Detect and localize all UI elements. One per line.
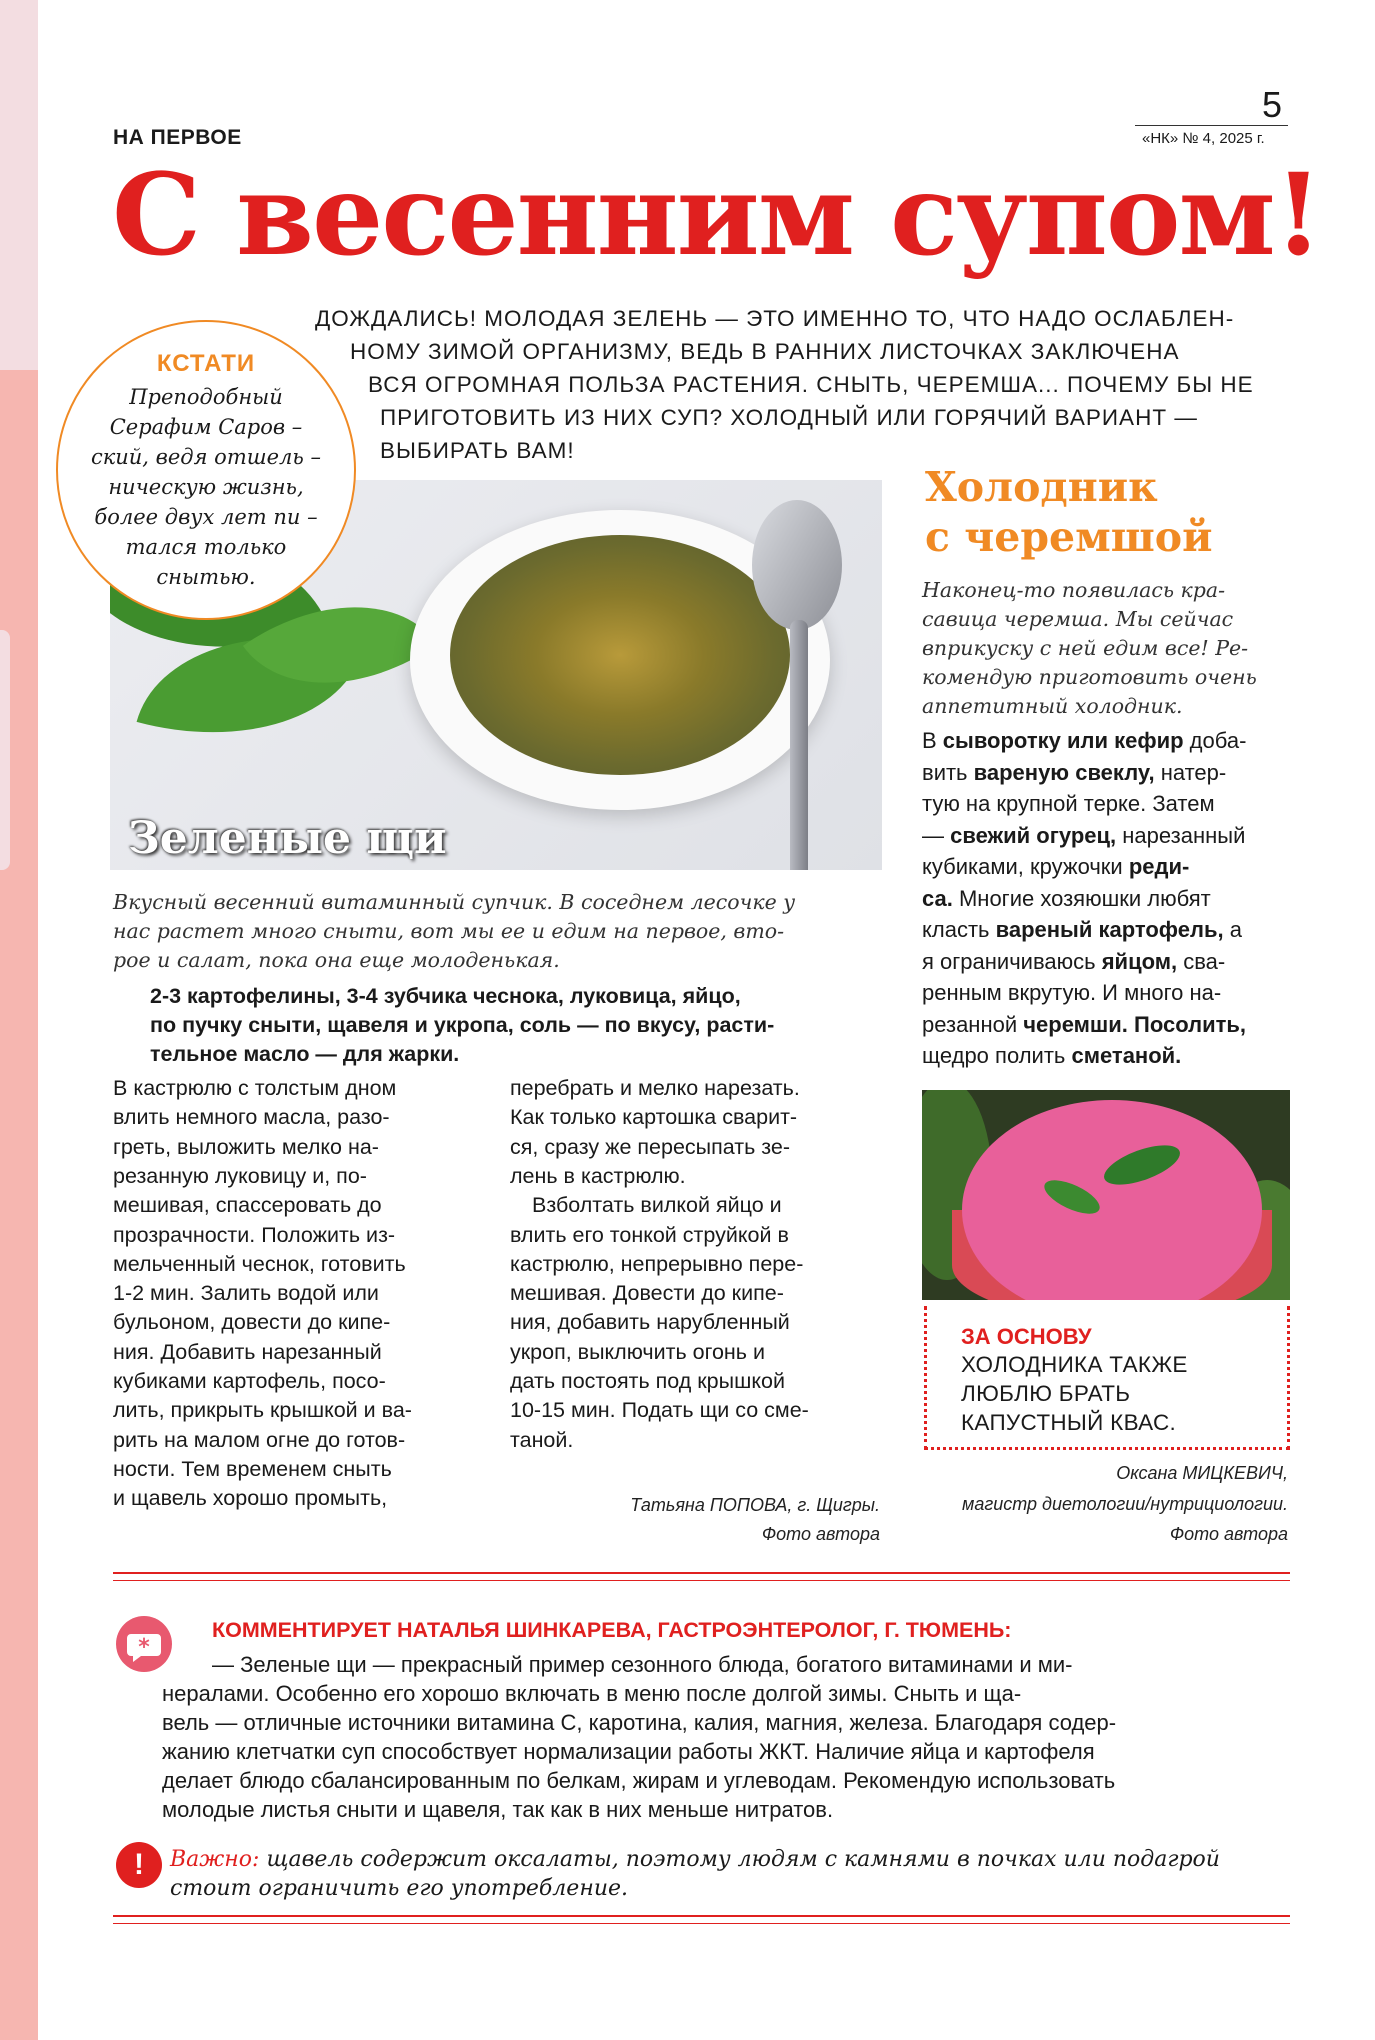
recipe1-intro: нас растет много сныти, вот мы ее и едим на первое, вто- [113, 919, 785, 943]
box-line: ХОЛОДНИКА ТАКЖЕ [961, 1352, 1188, 1377]
text-segment: натер- [1154, 759, 1227, 785]
kholodnik-photo [922, 1090, 1290, 1300]
bold-text: са. [922, 885, 953, 911]
kstati-line: ническую жизнь, [108, 475, 304, 499]
text-line: кастрюлю, непрерывно пере- [510, 1251, 804, 1276]
text-segment: ренным вкрутую. И много на- [922, 980, 1222, 1005]
text-line: нералами. Особенно его хорошо включать в меню после долгой зимы. Сныть и ща- [162, 1681, 1022, 1706]
text-segment: а [1223, 917, 1242, 942]
text-line: молодые листья сныти и щавеля, так как в них меньше нитратов. [162, 1797, 834, 1822]
warning-text: щавель содержит оксалаты, поэтому людям с камнями в почках или подагрой [259, 1847, 1220, 1872]
bold-text: вареный картофель, [995, 917, 1224, 942]
recipe1-intro: Вкусный весенний витаминный супчик. В соседнем лесочке у [113, 890, 796, 914]
text-line: ности. Тем временем сныть [113, 1456, 392, 1481]
spoon [752, 500, 842, 630]
text-line: ния. Добавить нарезанный [113, 1339, 382, 1364]
recipe1-author: Татьяна ПОПОВА, г. Щигры. [630, 1495, 880, 1515]
text-line: прозрачности. Положить из- [113, 1222, 396, 1247]
text-line [922, 884, 1211, 913]
text-segment: кубиками, кружочки [922, 854, 1129, 879]
kstati-line: более двух лет пи – [94, 505, 318, 529]
text-line: лить, прикрыть крышкой и ва- [113, 1398, 412, 1423]
text-line: перебрать и мелко нарезать. [510, 1076, 800, 1100]
text-line: мешивая, спассеровать до [113, 1193, 382, 1218]
text-line: аппетитный холодник. [922, 694, 1183, 718]
text-line [922, 1041, 1181, 1070]
recipe1-intro: рое и салат, пока она еще молоденькая. [113, 948, 560, 972]
box-line: КАПУСТНЫЙ КВАС. [961, 1410, 1177, 1435]
text-line: таной. [510, 1427, 574, 1452]
text-segment: вить [922, 759, 974, 785]
bold-text: яйцом, [1101, 948, 1178, 974]
text-line: Взболтать вилкой яйцо и [532, 1193, 782, 1218]
text-line: вприкуску с ней едим все! Ре- [922, 636, 1249, 660]
text-line: мешивая. Довести до кипе- [510, 1281, 784, 1306]
text-line: савица черемша. Мы сейчас [922, 607, 1234, 631]
lead-line: ВЫБИРАТЬ ВАМ! [380, 438, 575, 463]
text-line: дать постоять под крышкой [510, 1369, 785, 1393]
text-line: Наконец-то появилась кра- [922, 578, 1226, 602]
text-line: и щавель хорошо промыть, [113, 1486, 388, 1511]
lead-line: НОМУ ЗИМОЙ ОРГАНИЗМУ, ВЕДЬ В РАННИХ ЛИСТОЧКАХ ЗАКЛЮЧЕНА [350, 339, 1180, 364]
text-segment: класть [922, 917, 996, 942]
text-line [922, 789, 1215, 818]
text-line: 10-15 мин. Подать щи со сме- [510, 1398, 809, 1423]
za-osnovu-box [924, 1306, 1290, 1450]
text-line [922, 1010, 1246, 1039]
spoon-handle [790, 620, 808, 870]
recipe1-ingredients: 2-3 картофелины, 3-4 зубчика чеснока, луковица, яйцо, [150, 984, 741, 1008]
comment-heading: КОММЕНТИРУЕТ НАТАЛЬЯ ШИНКАРЕВА, ГАСТРОЭНТЕРОЛОГ, Г. ТЮМЕНЬ: [212, 1618, 1012, 1642]
text-line: лень в кастрюлю. [510, 1163, 686, 1188]
svg-text:*: * [138, 1635, 150, 1660]
text-segment: щедро полить [922, 1043, 1072, 1068]
warning-line: стоит ограничить его употребление. [170, 1876, 629, 1901]
photo-caption: Зеленые щи [128, 813, 447, 864]
lead-line: ВСЯ ОГРОМНАЯ ПОЛЬЗА РАСТЕНИЯ. СНЫТЬ, ЧЕРЕМША... ПОЧЕМУ БЫ НЕ [368, 372, 1254, 397]
text-line: делает блюдо сбалансированным по белкам, жирам и углеводам. Рекомендую использовать [162, 1768, 1116, 1793]
text-line: В кастрюлю с толстым дном [113, 1076, 397, 1100]
text-line [922, 726, 1246, 755]
text-line: ся, сразу же пересыпать зе- [510, 1134, 791, 1159]
text-line: греть, выложить мелко на- [113, 1134, 379, 1159]
text-segment: доба- [1183, 728, 1247, 753]
divider [113, 1923, 1290, 1924]
text-line: рить на малом огне до готов- [113, 1427, 406, 1452]
page-number: 5 [1262, 84, 1283, 125]
text-line: — Зеленые щи — прекрасный пример сезонного блюда, богатого витаминами и ми- [212, 1652, 1073, 1677]
asterisk-bubble-icon [116, 1616, 172, 1672]
kstati-line: снытью. [156, 565, 256, 589]
section-label: НА ПЕРВОЕ [113, 126, 242, 149]
text-segment: нарезанный [1116, 822, 1246, 848]
divider [113, 1580, 1290, 1581]
bold-text: сметаной. [1071, 1043, 1182, 1068]
text-line: влить его тонкой струйкой в [510, 1222, 789, 1247]
kstati-line: Преподобный [129, 385, 283, 409]
kstati-title: КСТАТИ [156, 350, 256, 377]
bold-text: свежий огурец, [950, 822, 1117, 848]
bold-text: сыворотку или кефир [942, 728, 1184, 753]
text-line [922, 915, 1242, 944]
text-segment: резанной [922, 1011, 1024, 1037]
text-line: 1-2 мин. Залить водой или [113, 1281, 379, 1306]
box-title: ЗА ОСНОВУ [961, 1324, 1092, 1349]
kstati-callout [56, 320, 356, 620]
issue-label: «НК» № 4, 2025 г. [1142, 130, 1265, 147]
exclamation-icon: ! [116, 1842, 162, 1888]
lead-line: ПРИГОТОВИТЬ ИЗ НИХ СУП? ХОЛОДНЫЙ ИЛИ ГОРЯЧИЙ ВАРИАНТ — [380, 405, 1198, 430]
soup-liquid [450, 535, 790, 775]
text-segment: сва- [1177, 948, 1226, 974]
kstati-line: ский, ведя отшель – [90, 445, 322, 469]
left-strip-top [0, 0, 38, 370]
text-line: ния, добавить нарубленный [510, 1310, 790, 1335]
recipe1-ingredients: тельное масло — для жарки. [150, 1042, 460, 1066]
text-line: бульоном, довести до кипе- [113, 1310, 391, 1335]
text-line: кубиками картофель, посо- [113, 1369, 386, 1393]
text-line: укроп, выключить огонь и [510, 1339, 765, 1364]
text-segment: — [922, 822, 951, 848]
text-segment: я ограничиваюсь [922, 948, 1102, 974]
issue-rule [1135, 125, 1288, 126]
text-segment: тую на крупной терке. Затем [922, 791, 1215, 816]
divider [113, 1915, 1290, 1917]
text-line [922, 947, 1225, 976]
recipe2-photo-credit: Фото автора [1169, 1524, 1288, 1544]
warning-line [170, 1845, 1220, 1874]
text-line: вель — отличные источники витамина С, каротина, калия, магния, железа. Благодаря содер- [162, 1710, 1117, 1735]
page-title: С весенним супом! [112, 150, 1321, 281]
bold-text: черемши. Посолить, [1023, 1011, 1246, 1037]
bold-text: вареную свеклу, [973, 759, 1155, 785]
text-segment: Многие хозяюшки любят [952, 885, 1211, 911]
recipe2-author: Оксана МИЦКЕВИЧ, [1116, 1463, 1288, 1483]
text-line [922, 758, 1226, 787]
text-segment: В [922, 728, 943, 753]
lead-line: ДОЖДАЛИСЬ! МОЛОДАЯ ЗЕЛЕНЬ — ЭТО ИМЕННО ТО, ЧТО НАДО ОСЛАБЛЕН- [315, 306, 1235, 331]
recipe1-ingredients: по пучку сныти, щавеля и укропа, соль — по вкусу, расти- [150, 1013, 775, 1037]
recipe2-title [925, 462, 1213, 562]
left-strip-notch [0, 630, 10, 870]
recipe2-title-line: с черемшой [925, 513, 1213, 561]
recipe2-author-title: магистр диетологии/нутрициологии. [962, 1494, 1288, 1514]
text-line: резанную луковицу и, по- [113, 1163, 367, 1188]
box-line: ЛЮБЛЮ БРАТЬ [961, 1381, 1131, 1406]
text-line: жанию клетчатки суп способствует нормализации работы ЖКТ. Наличие яйца и картофеля [162, 1739, 1095, 1764]
text-line [922, 978, 1221, 1007]
text-line [922, 852, 1189, 881]
bold-text: реди- [1128, 854, 1190, 879]
divider [113, 1572, 1290, 1574]
soup-surface [962, 1100, 1262, 1300]
recipe2-title-line: Холодник [925, 463, 1158, 511]
text-line: влить немного масла, разо- [113, 1105, 390, 1130]
text-line: мельченный чеснок, готовить [113, 1251, 406, 1276]
recipe1-photo-credit: Фото автора [761, 1524, 880, 1544]
text-line [922, 821, 1245, 850]
text-line: комендую приготовить очень [922, 665, 1257, 689]
warning-label: Важно: [170, 1847, 260, 1872]
text-line: Как только картошка сварит- [510, 1105, 798, 1130]
kstati-line: Серафим Саров – [109, 415, 303, 439]
kstati-line: тался только [125, 535, 287, 559]
